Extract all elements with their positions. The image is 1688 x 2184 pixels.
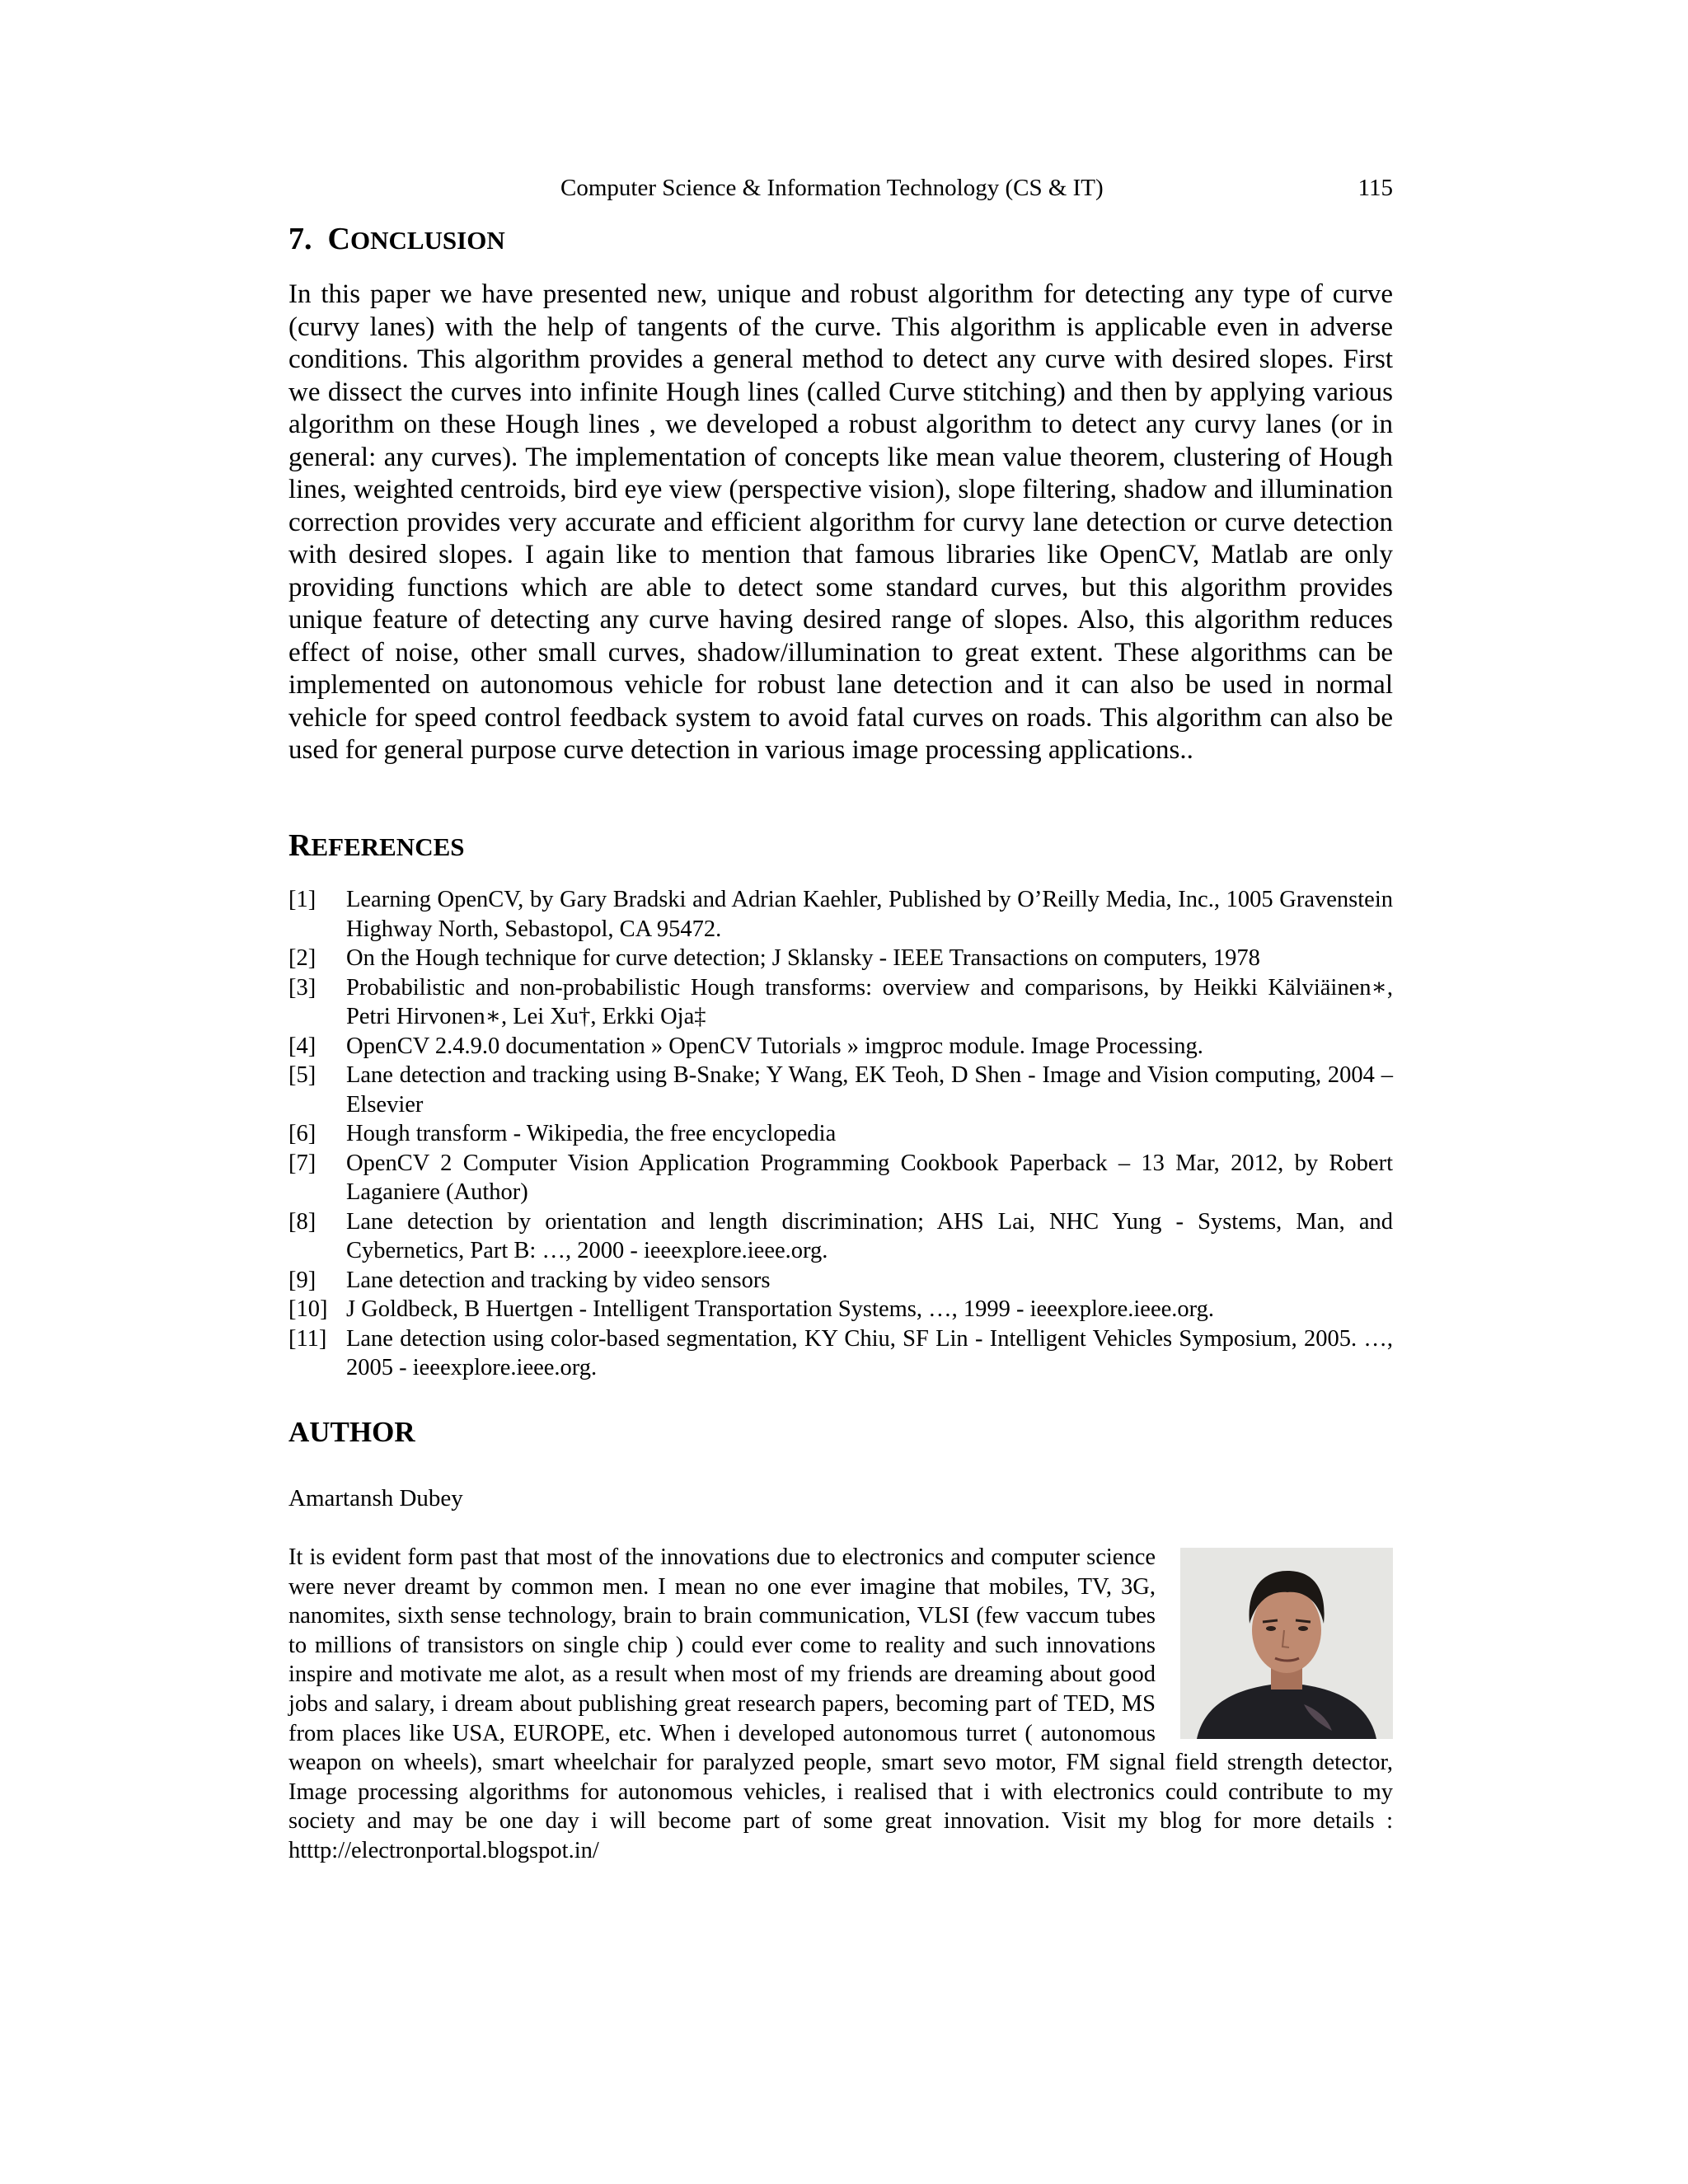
reference-number: [3] bbox=[288, 974, 316, 1001]
reference-item bbox=[288, 1266, 1393, 1296]
reference-number: [6] bbox=[288, 1121, 316, 1146]
reference-text: Lane detection and tracking by video sensors bbox=[346, 1267, 771, 1293]
reference-number: [2] bbox=[288, 945, 316, 971]
journal-title: Computer Science & Information Technology (CS & IT) bbox=[560, 175, 1104, 201]
reference-text: OpenCV 2.4.9.0 documentation » OpenCV Tutorials » imgproc module. Image Processing. bbox=[346, 1033, 1203, 1059]
reference-item bbox=[288, 944, 1393, 973]
reference-item bbox=[288, 1295, 1393, 1324]
reference-text: OpenCV 2 Computer Vision Application Programming Cookbook Paperback – 13 Mar, 2012, by Robert Laganiere (Author) bbox=[346, 1150, 1393, 1205]
reference-number: [4] bbox=[288, 1033, 316, 1059]
heading-rest: ONCLUSION bbox=[349, 226, 505, 255]
author-bio-text: It is evident form past that most of the innovations due to electronics and computer science were never dreamt by common men. I mean no one ever imagine that mobiles, TV, 3G, nanomites, sixth sense technology, brain to brain communication, VLSI (few vaccum tubes to millions of transistors on single chip ) could ever come to reality and such innovations inspire and motivate me alot, as a result when most of my friends are dreaming about good jobs and salary, i dream about publishing great research papers, becoming part of TED, MS from places like USA, EUROPE, etc. When i developed autonomous turret ( autonomous weapon on wheels), smart wheelchair for paralyzed people, smart sevo motor, FM signal field strength detector, Image processing algorithms for autonomous vehicles, i realised that i with electronics could contribute to my society and may be one day i will become part of some great innovation. Visit my blog for more details : htttp://electronportal.blogspot.in/ bbox=[288, 1544, 1393, 1863]
reference-number: [7] bbox=[288, 1150, 316, 1176]
reference-text: Lane detection and tracking using B-Snake; Y Wang, EK Teoh, D Shen - Image and Vision computing, 2004 – Elsevier bbox=[346, 1062, 1393, 1118]
reference-item bbox=[288, 1207, 1393, 1266]
reference-item bbox=[288, 885, 1393, 944]
reference-item bbox=[288, 973, 1393, 1032]
reference-text: Lane detection by orientation and length discrimination; AHS Lai, NHC Yung - Systems, Man, and Cybernetics, Part B: …, 2000 - ieeexplore.ieee.org. bbox=[346, 1208, 1393, 1263]
reference-item bbox=[288, 1061, 1393, 1119]
heading-initial: R bbox=[288, 828, 312, 863]
author-name: Amartansh Dubey bbox=[288, 1485, 463, 1511]
author-heading: AUTHOR bbox=[288, 1416, 415, 1448]
reference-number: [1] bbox=[288, 887, 316, 912]
references-list bbox=[288, 885, 1393, 1383]
conclusion-paragraph: In this paper we have presented new, unique and robust algorithm for detecting any type of curve (curvy lanes) with the help of tangents of the curve. This algorithm is applicable even in adverse conditions. This algorithm provides a general method to detect any curve with desired slopes. First we dissect the curves into infinite Hough lines (called Curve stitching) and then by applying various algorithm on these Hough lines , we developed a robust algorithm to detect any curvy lanes (or in general: any curves). The implementation of concepts like mean value theorem, clustering of Hough lines, weighted centroids, bird eye view (perspective vision), slope filtering, shadow and illumination correction provides very accurate and efficient algorithm for curvy lane detection or curve detection with desired slopes. I again like to mention that famous libraries like OpenCV, Matlab are only providing functions which are able to detect some standard curves, but this algorithm provides unique feature of detecting any curve having desired range of slopes. Also, this algorithm reduces effect of noise, other small curves, shadow/illumination to great extent. These algorithms can be implemented on autonomous vehicle for robust lane detection and it can also be used in normal vehicle for speed control feedback system to avoid fatal curves on roads. This algorithm can also be used for general purpose curve detection in various image processing applications.. bbox=[288, 279, 1393, 765]
reference-text: J Goldbeck, B Huertgen - Intelligent Transportation Systems, …, 1999 - ieeexplore.ieee.org. bbox=[346, 1296, 1214, 1322]
conclusion-heading bbox=[288, 221, 505, 257]
running-header bbox=[288, 171, 1393, 204]
reference-text: Hough transform - Wikipedia, the free encyclopedia bbox=[346, 1121, 837, 1146]
reference-item bbox=[288, 1119, 1393, 1149]
reference-text: On the Hough technique for curve detection; J Sklansky - IEEE Transactions on computers, 1978 bbox=[346, 945, 1260, 971]
reference-number: [8] bbox=[288, 1208, 316, 1235]
reference-item bbox=[288, 1149, 1393, 1207]
reference-text: Probabilistic and non-probabilistic Hough transforms: overview and comparisons, by Heikki Kälviäinen∗, Petri Hirvonen∗, Lei Xu†, Erkki Oja‡ bbox=[346, 974, 1393, 1029]
page-number: 115 bbox=[1357, 175, 1393, 201]
reference-text: Lane detection using color-based segmentation, KY Chiu, SF Lin - Intelligent Vehicles Symposium, 2005. …, 2005 - ieeexplore.ieee.org. bbox=[346, 1325, 1393, 1380]
reference-number: [5] bbox=[288, 1062, 316, 1088]
author-portrait-icon bbox=[1180, 1548, 1393, 1739]
heading-rest: EFERENCES bbox=[311, 832, 465, 861]
heading-initial: C bbox=[327, 222, 350, 256]
reference-number: [10] bbox=[288, 1296, 328, 1322]
references-heading bbox=[288, 827, 465, 864]
author-bio bbox=[288, 1543, 1393, 1866]
section-number: 7. bbox=[288, 222, 312, 256]
reference-number: [9] bbox=[288, 1267, 316, 1293]
reference-item bbox=[288, 1032, 1393, 1062]
reference-number: [11] bbox=[288, 1325, 327, 1352]
reference-item bbox=[288, 1324, 1393, 1383]
author-photo bbox=[1180, 1548, 1393, 1739]
reference-text: Learning OpenCV, by Gary Bradski and Adrian Kaehler, Published by O’Reilly Media, Inc., 1005 Gravenstein Highway North, Sebastopol, CA 95472. bbox=[346, 887, 1393, 942]
